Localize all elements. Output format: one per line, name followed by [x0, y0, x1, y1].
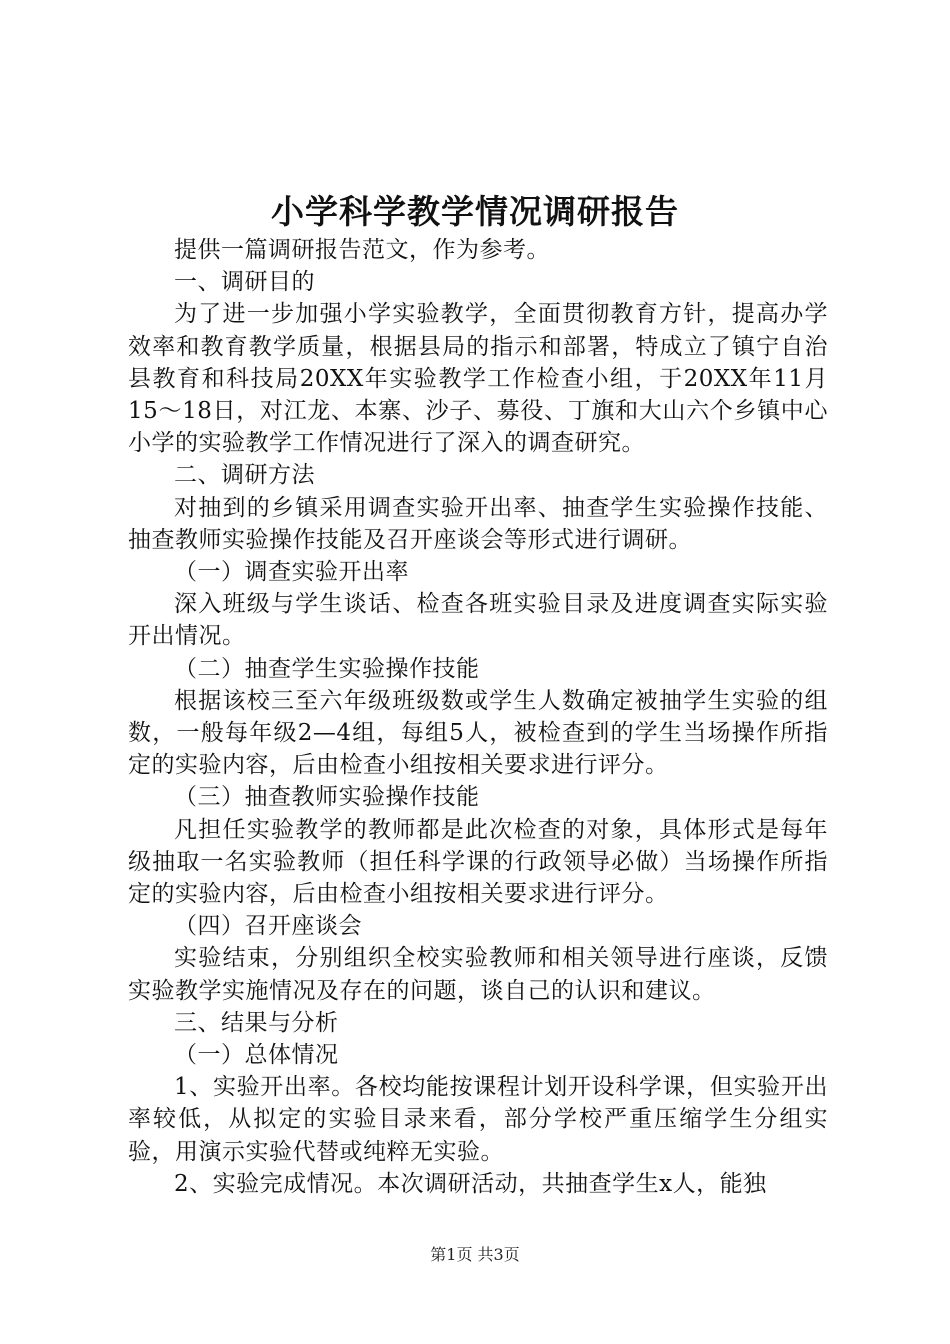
subheading-experiment-rate: （一）调查实验开出率: [174, 559, 409, 586]
purpose-paragraph: 为了进一步加强小学实验教学，全面贯彻教育方针，提高办学效率和教育教学质量，根据县局的指示和部署，特成立了镇宁自治县教育和科技局20XX年实验教学工作检查小组，于20XX年11月15～18日，对江龙、本寨、沙子、募役、丁旗和大山六个乡镇中心小学的实验教学工作情况进行了深入的调查研究。: [128, 301, 828, 457]
teacher-skills-paragraph: 凡担任实验教学的教师都是此次检查的对象，具体形式是每年级抽取一名实验教师（担任科学课的行政领导必做）当场操作所指定的实验内容，后由检查小组按相关要求进行评分。: [128, 816, 828, 908]
subheading-teacher-skills: （三）抽查教师实验操作技能: [174, 784, 480, 811]
subheading-student-skills: （二）抽查学生实验操作技能: [174, 655, 480, 682]
results-paragraph-2: 2、实验完成情况。本次调研活动，共抽查学生x人，能独: [174, 1170, 767, 1197]
document-title: 小学科学教学情况调研报告: [271, 192, 679, 231]
symposium-paragraph: 实验结束，分别组织全校实验教师和相关领导进行座谈，反馈实验教学实施情况及存在的问题，谈自己的认识和建议。: [128, 945, 828, 1004]
page-footer: 第1页 共3页: [430, 1245, 520, 1264]
intro-paragraph: 提供一篇调研报告范文，作为参考。: [174, 237, 550, 263]
student-skills-paragraph: 根据该校三至六年级班级数或学生人数确定被抽学生实验的组数，一般每年级2—4组，每组5人，被检查到的学生当场操作所指定的实验内容，后由检查小组按相关要求进行评分。: [128, 687, 828, 779]
subheading-overall: （一）总体情况: [174, 1042, 339, 1069]
section-heading-results: 三、结果与分析: [174, 1009, 339, 1036]
document-body: [128, 234, 828, 1200]
experiment-rate-paragraph: 深入班级与学生谈话、检查各班实验目录及进度调查实际实验开出情况。: [128, 591, 828, 650]
method-paragraph: 对抽到的乡镇采用调查实验开出率、抽查学生实验操作技能、抽查教师实验操作技能及召开座谈会等形式进行调研。: [128, 494, 828, 553]
results-paragraph-1: 1、实验开出率。各校均能按课程计划开设科学课，但实验开出率较低，从拟定的实验目录来看，部分学校严重压缩学生分组实验，用演示实验代替或纯粹无实验。: [128, 1074, 828, 1165]
section-heading-method: 二、调研方法: [174, 462, 315, 489]
section-heading-purpose: 一、调研目的: [174, 269, 315, 296]
subheading-symposium: （四）召开座谈会: [174, 913, 362, 940]
